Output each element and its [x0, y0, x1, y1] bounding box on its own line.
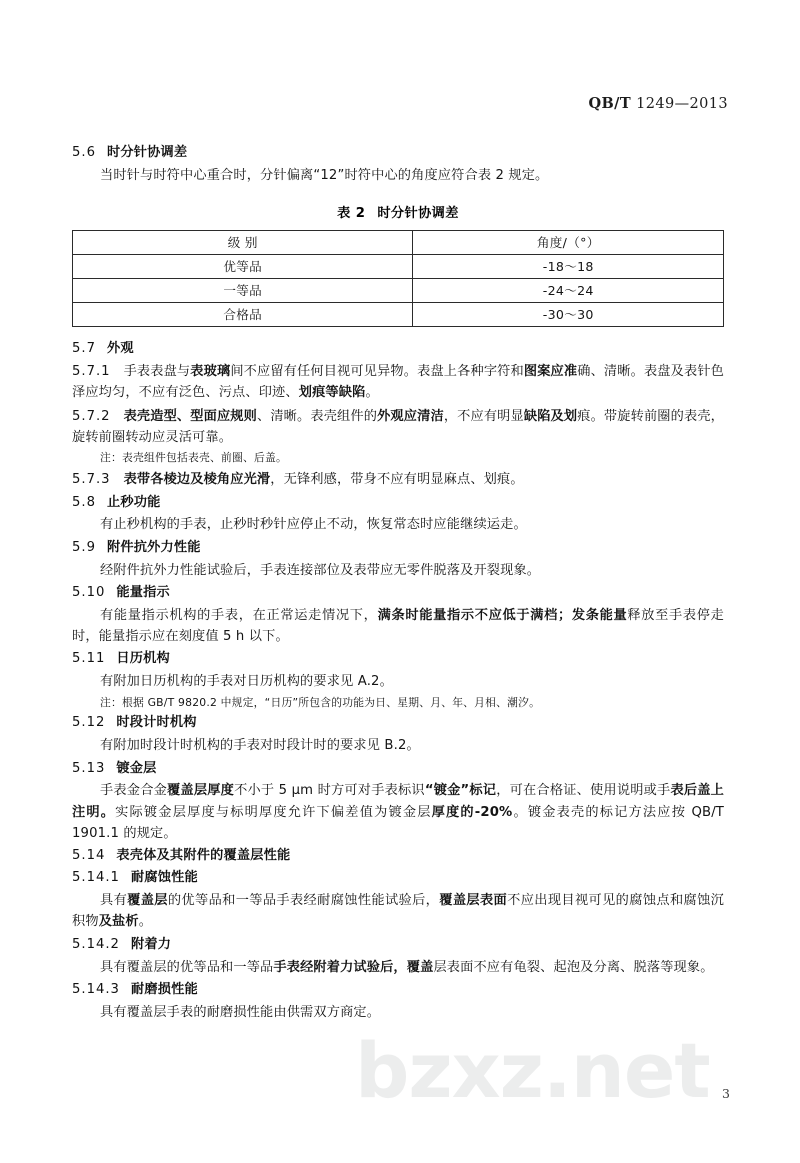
table-2 — [72, 230, 724, 327]
table-2-col-grade: 级 别 — [73, 231, 413, 255]
table-2-cell-grade-2: 合格品 — [73, 303, 413, 327]
clause-body-5-9 — [72, 560, 724, 581]
clause-5-7-2-f: 痕。带旋转前圈的表壳，旋转前圈转动应灵活可靠。 — [72, 408, 725, 446]
clause-5-14-1-d: 覆盖层表面 — [439, 893, 508, 909]
standard-number: 1249 — [636, 96, 675, 112]
clause-body-5-8-text: 有止秒机构的手表，止秒时秒针应停止不动，恢复常态时应能继续运走。 — [100, 517, 527, 533]
document-header — [588, 95, 728, 112]
clause-title-5-6: 时分针协调差 — [106, 145, 188, 160]
clause-body-5-7-3 — [72, 469, 724, 490]
watermark: bzxz.net — [355, 1026, 710, 1115]
clause-number-5-12: 5.12 — [72, 715, 106, 731]
clause-heading-5-14-1 — [72, 868, 724, 888]
clause-number-5-11: 5.11 — [72, 651, 106, 667]
clause-body-5-13 — [72, 780, 724, 844]
clause-title-5-13: 镀金层 — [116, 760, 157, 776]
clause-number-5-7-3: 5.7.3 — [72, 472, 111, 488]
clause-5-7-1-g: 划痕等缺陷 — [298, 385, 366, 401]
clause-5-7-3-b: ，无锋利感，带身不应有明显麻点、划痕。 — [270, 472, 524, 488]
clause-body-5-12 — [72, 735, 724, 756]
clause-number-5-9: 5.9 — [72, 539, 96, 555]
note-5-11-text: 注：根据 GB/T 9820.2 中规定，“日历”所包含的功能为日、星期、月、年、月相、潮汐。 — [100, 695, 541, 709]
clause-5-10-c: 发条能量 — [571, 607, 628, 623]
clause-title-5-14-2: 附着力 — [130, 936, 172, 952]
clause-title-5-8: 止秒功能 — [106, 494, 161, 510]
clause-number-5-13: 5.13 — [72, 760, 106, 776]
clause-5-14-2-c: 覆盖 — [406, 959, 434, 975]
clause-5-13-a: 手表金合金 — [100, 783, 168, 799]
clause-5-7-3-a: 表带各棱边及棱角应光滑 — [123, 472, 271, 488]
table-2-cell-grade-0: 优等品 — [73, 255, 413, 279]
clause-5-14-1-g: 。 — [138, 914, 153, 930]
clause-5-13-c: 不小于 5 μm 时方可对手表标识 — [234, 783, 425, 799]
clause-5-13-g: 实际镀金层厚度与标明厚度允许下偏差值为镀金层 — [115, 804, 432, 820]
clause-number-5-7: 5.7 — [72, 341, 96, 357]
clause-body-5-9-text: 经附件抗外力性能试验后，手表连接部位及表带应无零件脱落及开裂现象。 — [100, 562, 541, 578]
clause-5-14-1-c: 的优等品和一等品手表经耐腐蚀性能试验后， — [167, 893, 440, 909]
clause-number-5-14: 5.14 — [72, 848, 106, 864]
clause-number-5-14-2: 5.14.2 — [72, 936, 120, 952]
table-2-label: 表 2 — [337, 206, 366, 222]
clause-5-7-2-e: 缺陷及划 — [523, 408, 578, 424]
clause-5-13-d: “镀金”标记 — [424, 783, 497, 799]
clause-5-13-b: 覆盖层厚度 — [167, 783, 235, 799]
header-separator: — — [674, 96, 690, 112]
clause-body-5-11 — [72, 671, 724, 692]
table-2-cell-angle-1: -24～24 — [413, 279, 724, 303]
clause-body-5-14-3-text: 具有覆盖层手表的耐磨损性能由供需双方商定。 — [100, 1004, 381, 1020]
clause-number-5-7-2: 5.7.2 — [72, 408, 111, 424]
clause-5-10-a: 有能量指示机构的手表，在正常运走情况下， — [100, 607, 378, 623]
clause-title-5-14-3: 耐磨损性能 — [130, 981, 198, 997]
clause-5-14-1-e: 不应出现目视可见的腐蚀点和腐蚀沉积物 — [72, 893, 725, 930]
clause-5-14-2-d: 层表面不应有龟裂、起泡及分离、脱落等现象。 — [433, 959, 714, 975]
clause-title-5-14-b: 附件的覆盖层性能 — [183, 848, 291, 864]
clause-heading-5-13 — [72, 759, 724, 779]
table-2-cell-grade-1: 一等品 — [73, 279, 413, 303]
clause-5-7-2-d: ，不应有明显 — [443, 408, 524, 424]
note-5-7-2 — [72, 450, 724, 467]
table-2-col-angle: 角度/（°） — [413, 231, 724, 255]
clause-5-7-2-b: 、清晰。表壳组件的 — [257, 408, 378, 424]
clause-5-7-1-e: 图案应准 — [523, 363, 578, 379]
clause-5-13-e: ，可在合格证、使用说明或手 — [496, 783, 671, 799]
clause-heading-5-12 — [72, 713, 724, 733]
clause-5-13-f: 表后盖上注明。 — [72, 783, 725, 820]
clause-title-5-9: 附件抗外力性能 — [106, 539, 201, 555]
clause-heading-5-6 — [72, 143, 724, 163]
clause-body-5-6 — [72, 165, 724, 186]
clause-5-7-1-h: 。 — [365, 385, 379, 401]
clause-5-13-i: 。镀金表壳的标记方法应按 QB/T 1901.1 的规定。 — [72, 804, 724, 842]
clause-5-14-2-a: 具有覆盖层的优等品和一等品 — [100, 959, 274, 975]
clause-body-5-8 — [72, 514, 724, 535]
clause-heading-5-11 — [72, 649, 724, 669]
table-2-title: 时分针协调差 — [377, 206, 459, 222]
table-2-caption — [72, 202, 724, 221]
clause-body-5-14-3 — [72, 1002, 724, 1023]
document-body — [72, 143, 724, 1025]
clause-heading-5-8 — [72, 493, 724, 513]
table-row — [73, 255, 724, 279]
clause-body-5-7-1 — [72, 361, 724, 404]
note-5-11 — [72, 695, 724, 712]
clause-heading-5-14-3 — [72, 980, 724, 1000]
clause-5-7-1-f: 确、清晰。表盘及表针色泽应均匀，不应有泛色、污点、印迹、 — [72, 363, 724, 401]
clause-5-14-1-b: 覆盖层 — [127, 893, 168, 909]
page-number: 3 — [722, 1086, 730, 1101]
table-row — [73, 303, 724, 327]
clause-number-5-10: 5.10 — [72, 584, 106, 600]
clause-5-13-h: 厚度的-20% — [431, 804, 513, 820]
clause-body-5-14-2 — [72, 957, 724, 978]
clause-5-7-1-c: 间不应留有任何目视可见异物。 — [230, 363, 418, 379]
clause-heading-5-14 — [72, 846, 724, 866]
clause-title-5-14-1: 耐腐蚀性能 — [130, 870, 198, 886]
clause-5-14-1-f: 及盐析 — [98, 914, 139, 930]
standard-year: 2013 — [689, 96, 728, 112]
clause-number-5-7-1: 5.7.1 — [72, 363, 111, 379]
clause-number-5-6: 5.6 — [72, 145, 96, 160]
clause-title-5-11: 日历机构 — [116, 651, 170, 667]
clause-5-7-2-a: 表壳造型、型面应规则 — [123, 408, 257, 424]
clause-body-5-6-text: 当时针与时符中心重合时，分针偏离“12”时符中心的角度应符合表 2 规定。 — [100, 167, 549, 183]
clause-number-5-8: 5.8 — [72, 494, 96, 510]
standard-code: QB/T — [588, 95, 632, 112]
clause-heading-5-14-2 — [72, 935, 724, 955]
clause-number-5-14-1: 5.14.1 — [72, 870, 120, 886]
clause-title-5-10: 能量指示 — [116, 584, 170, 600]
clause-body-5-7-2 — [72, 406, 724, 449]
clause-title-5-12: 时段计时机构 — [116, 715, 197, 731]
clause-heading-5-7 — [72, 339, 724, 359]
clause-5-14-1-a: 具有 — [100, 893, 128, 909]
clause-5-7-1-b: 表玻璃 — [190, 363, 231, 379]
clause-5-7-2-c: 外观应清洁 — [377, 408, 444, 424]
table-2-cell-angle-0: -18～18 — [413, 255, 724, 279]
table-2-cell-angle-2: -30～30 — [413, 303, 724, 327]
clause-heading-5-9 — [72, 538, 724, 558]
clause-body-5-11-text: 有附加日历机构的手表对日历机构的要求见 A.2。 — [100, 674, 393, 690]
clause-5-7-1-a: 手表表盘与 — [123, 363, 191, 379]
clause-heading-5-10 — [72, 583, 724, 603]
table-row — [73, 279, 724, 303]
clause-5-14-2-b: 手表经附着力试验后， — [273, 959, 407, 975]
clause-body-5-10 — [72, 605, 724, 648]
clause-title-5-7: 外观 — [106, 341, 134, 357]
clause-title-5-14-a: 表壳体及其 — [116, 848, 184, 864]
table-2-header-row — [73, 231, 724, 255]
clause-body-5-12-text: 有附加时段计时机构的手表对时段计时的要求见 B.2。 — [100, 738, 420, 754]
clause-5-10-d: 释放至手表停走时，能量指示应在刻度值 5 h 以下。 — [72, 607, 724, 645]
clause-5-10-b: 满条时能量指示不应低于满档； — [377, 607, 572, 623]
clause-5-7-1-d: 表盘上各种字符和 — [417, 363, 524, 379]
note-5-7-2-text: 注：表壳组件包括表壳、前圈、后盖。 — [100, 451, 287, 465]
clause-number-5-14-3: 5.14.3 — [72, 981, 120, 997]
clause-body-5-14-1 — [72, 890, 724, 933]
